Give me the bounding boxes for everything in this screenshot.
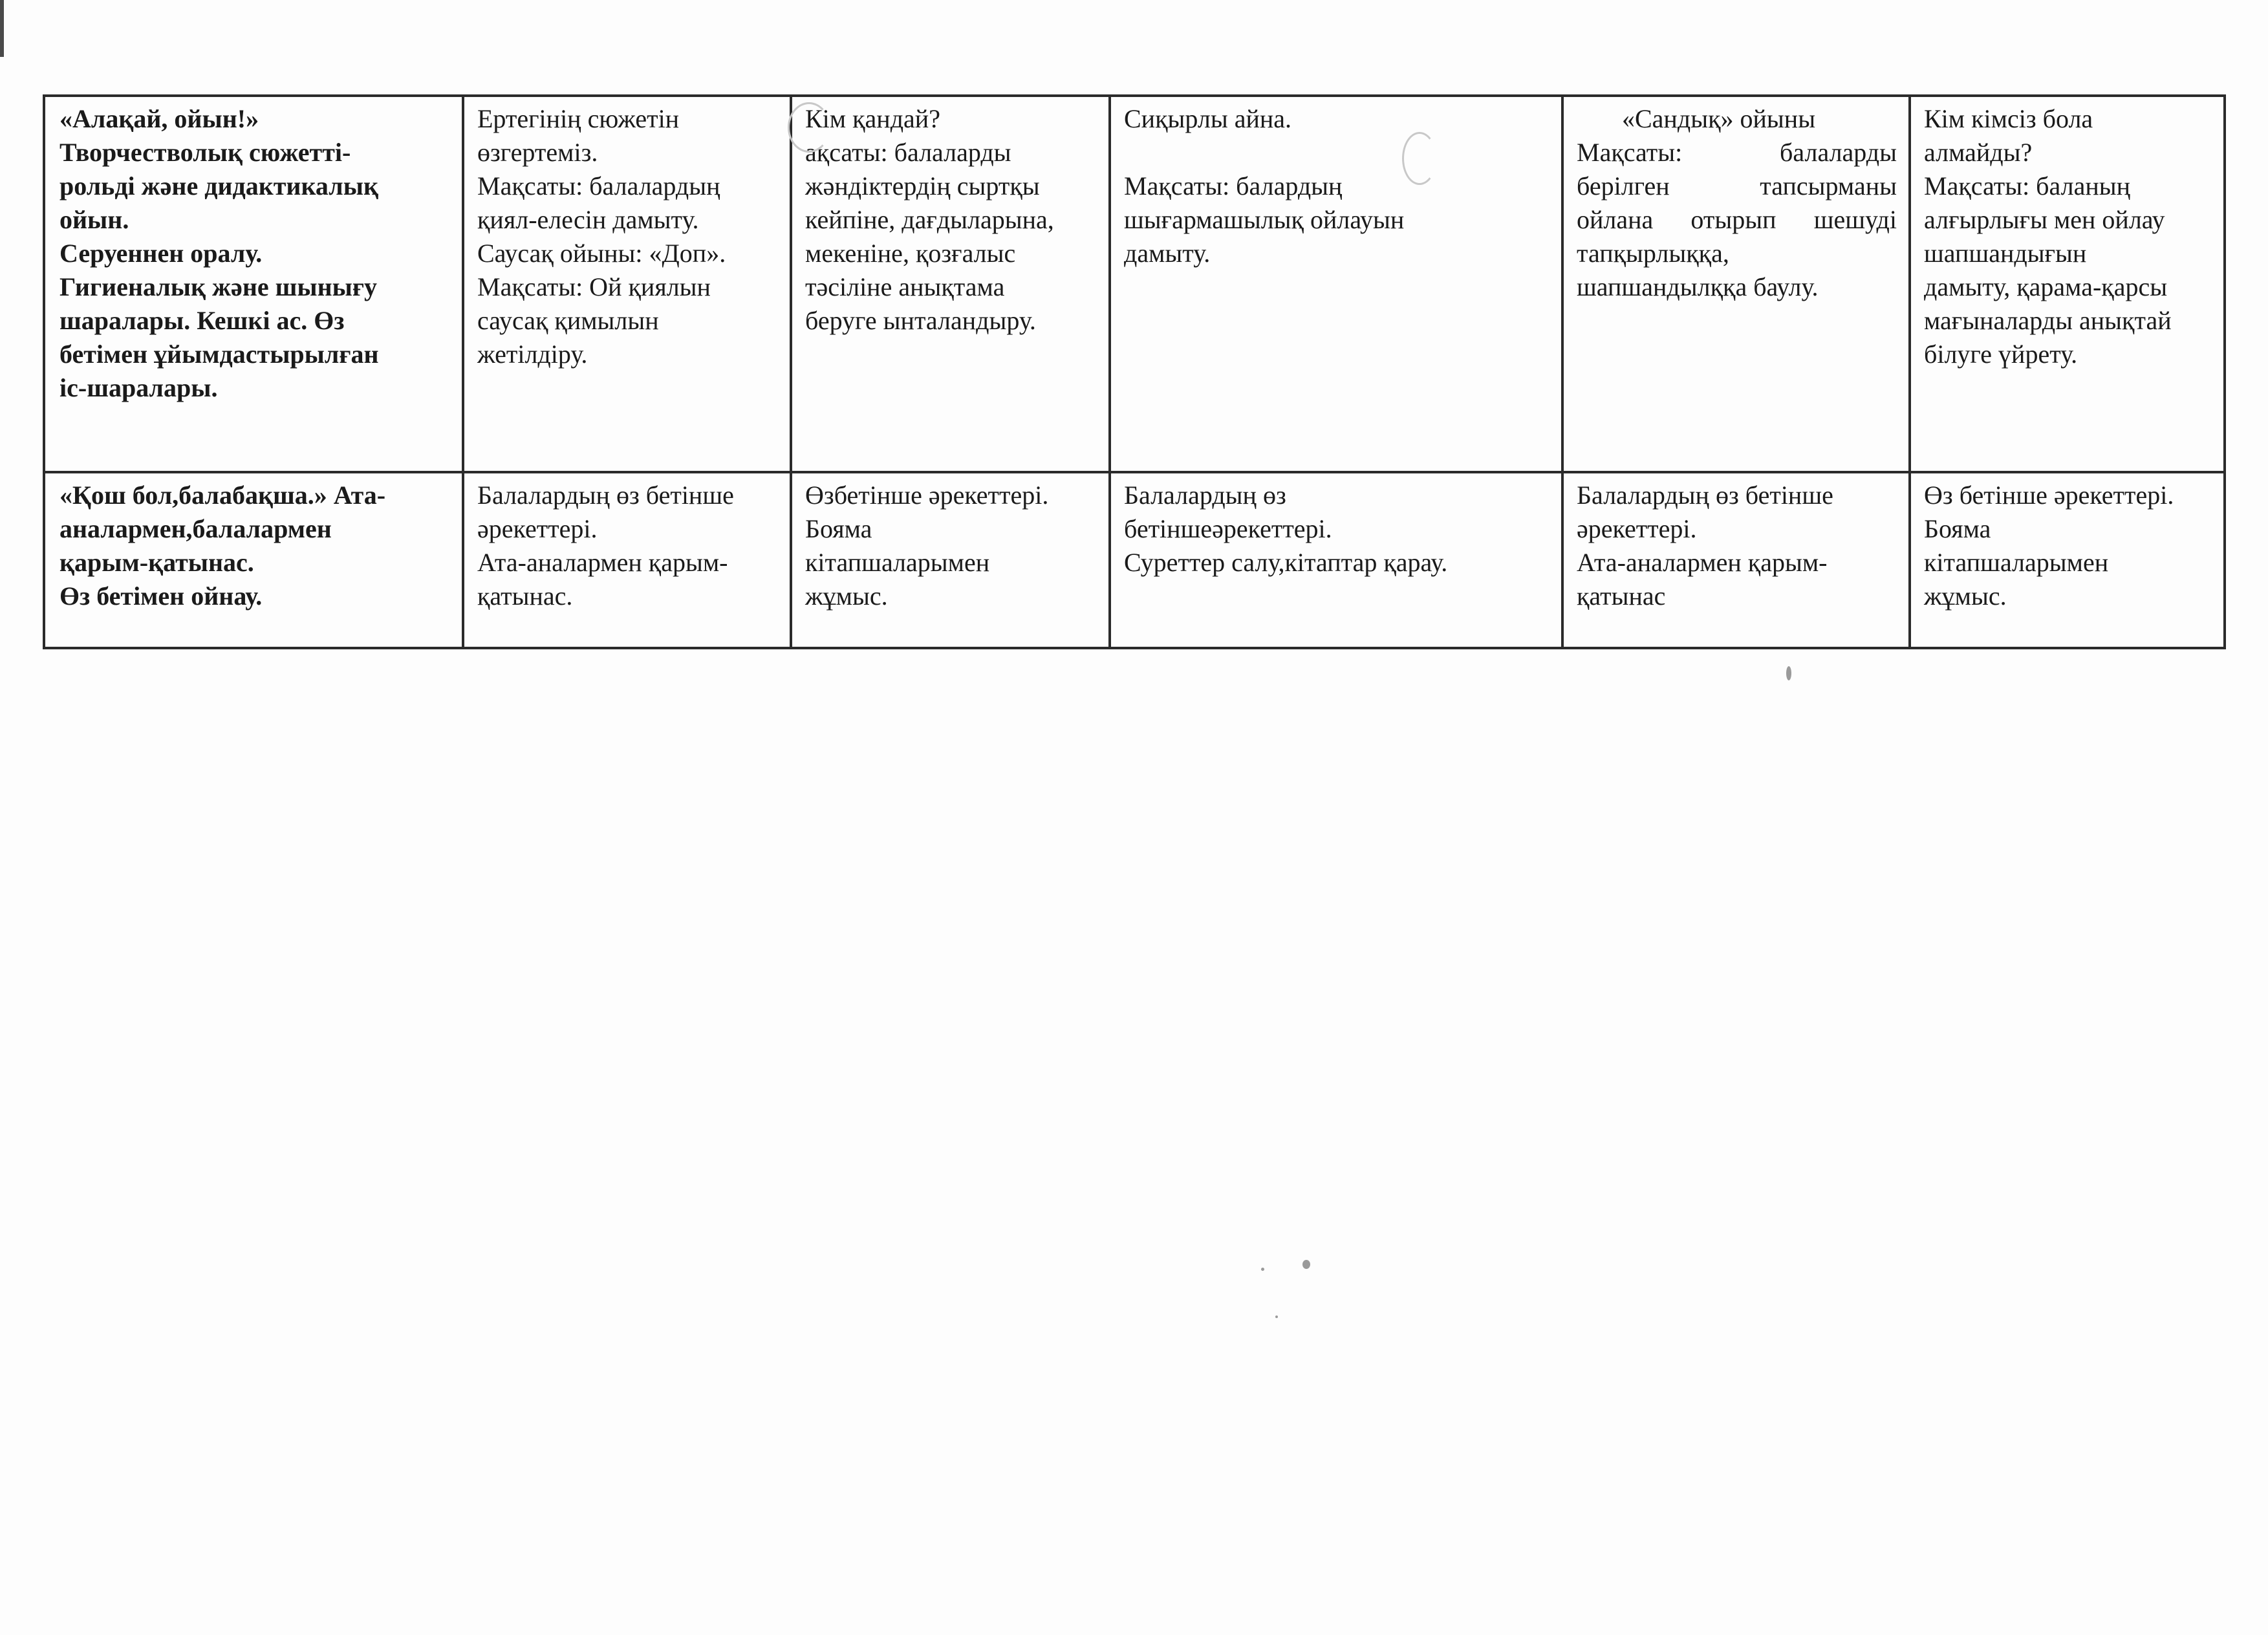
cell-line: жұмыс. [805, 581, 888, 611]
cell-line: Гигиеналық және шынығу [59, 272, 378, 301]
cell-line: өзгертеміз. [477, 138, 598, 167]
cell-line: Ата-аналармен қарым- [1577, 548, 1828, 577]
cell-line: кейпіне, дағдыларына, [805, 205, 1054, 234]
table-cell-wednesday [1110, 472, 1562, 648]
cell-line: алғырлығы мен ойлау [1924, 205, 2165, 234]
cell-line: саусақ қимылын [477, 306, 659, 335]
scan-artifact-ring [1402, 132, 1437, 185]
table-cell-monday [463, 472, 791, 648]
cell-line: қарым-қатынас. [59, 548, 254, 577]
table-cell-tuesday [791, 472, 1110, 648]
cell-line: мекеніне, қозғалыс [805, 239, 1016, 268]
table-cell-monday [463, 96, 791, 472]
cell-line: жетілдіру. [477, 340, 588, 369]
cell-line: Ертегінің сюжетін [477, 104, 680, 133]
cell-line: шапшандығын [1924, 239, 2087, 268]
cell-line: Мақсаты: балалардың [477, 171, 720, 200]
cell-line: кітапшаларымен [1924, 548, 2109, 577]
cell-line: тапқырлыққа, [1577, 239, 1729, 268]
scan-artifact-ring [788, 102, 830, 153]
table-cell-wednesday [1110, 96, 1562, 472]
cell-line: «Қош бол,балабақша.» Ата- [59, 481, 386, 510]
cell-line: Бояма [805, 514, 872, 543]
cell-line: Кім кімсіз бола [1924, 104, 2093, 133]
cell-line: Мақсаты: баланың [1924, 171, 2131, 200]
cell-line: Кім қандай? [805, 104, 940, 133]
cell-line: Өз бетімен ойнау. [59, 581, 263, 611]
cell-line: Мақсаты: балаларды [1577, 138, 1897, 167]
scan-artifact-speck [1261, 1268, 1264, 1271]
cell-line: Өзбетінше әрекеттері. [805, 481, 1049, 510]
cell-line: Ата-аналармен қарым- [477, 548, 728, 577]
table-cell-tuesday [791, 96, 1110, 472]
cell-line: Балалардың өз бетінше [477, 481, 734, 510]
table-cell-regime [44, 472, 463, 648]
cell-line: бетіншеәрекеттері. [1124, 514, 1332, 543]
cell-line: Бояма [1924, 514, 1991, 543]
cell-line: Мақсаты: балардың [1124, 171, 1343, 200]
cell-line: әрекеттері. [1577, 514, 1697, 543]
cell-line: дамыту, қарама-қарсы [1924, 272, 2168, 301]
cell-line: «Алақай, ойын!» [59, 104, 259, 133]
cell-line: Творчестволық сюжетті- [59, 138, 351, 167]
cell-line: берілген тапсырманы [1577, 171, 1897, 200]
table-row [44, 96, 2225, 472]
cell-line: кітапшаларымен [805, 548, 990, 577]
cell-line: шапшандылққа баулу. [1577, 272, 1819, 301]
cell-line-gap [1124, 136, 1550, 169]
cell-line: Өз бетінше әрекеттері. [1924, 481, 2174, 510]
cell-line: Суреттер салу,кітаптар қарау. [1124, 548, 1448, 577]
cell-line: ойын. [59, 205, 129, 234]
cell-line: ойлана отырып шешуді [1577, 205, 1897, 234]
table-cell-friday [1910, 96, 2225, 472]
cell-line: шаралары. Кешкі ас. Өз [59, 306, 345, 335]
cell-line: дамыту. [1124, 239, 1211, 268]
table-cell-regime [44, 96, 463, 472]
cell-line: шығармашылық ойлауын [1124, 205, 1405, 234]
cell-line: жәндіктердің сыртқы [805, 171, 1040, 200]
cell-line: алмайды? [1924, 138, 2033, 167]
cell-line: «Сандық» ойыны [1622, 104, 1816, 133]
cell-line: қатынас. [477, 581, 573, 611]
cell-line: әрекеттері. [477, 514, 598, 543]
cell-line: Серуеннен оралу. [59, 239, 263, 268]
table-cell-friday [1910, 472, 2225, 648]
cell-line: қиял-елесін дамыту. [477, 205, 699, 234]
cell-line: Мақсаты: Ой қиялын [477, 272, 711, 301]
cell-line: аналармен,балалармен [59, 514, 332, 543]
table-cell-thursday [1562, 472, 1910, 648]
cell-line: мағыналарды анықтай [1924, 306, 2172, 335]
cell-line: тәсіліне анықтама [805, 272, 1005, 301]
daily-plan-table [43, 94, 2226, 649]
cell-line: Балалардың өз [1124, 481, 1286, 510]
cell-line: Саусақ ойыны: «Доп». [477, 239, 726, 268]
scan-artifact-speck [1302, 1260, 1310, 1269]
cell-line: қатынас [1577, 581, 1666, 611]
cell-line: жұмыс. [1924, 581, 2007, 611]
cell-line: Сиқырлы айна. [1124, 104, 1292, 133]
scan-edge-mark [0, 0, 4, 57]
cell-line: бетімен ұйымдастырылған [59, 340, 379, 369]
cell-line: білуге үйрету. [1924, 340, 2078, 369]
scan-artifact-speck [1275, 1316, 1278, 1318]
cell-line: беруге ынталандыру. [805, 306, 1036, 335]
table-row [44, 472, 2225, 648]
cell-line: ақсаты: балаларды [805, 138, 1011, 167]
table-cell-thursday [1562, 96, 1910, 472]
cell-line: іс-шаралары. [59, 373, 218, 402]
cell-line: Балалардың өз бетінше [1577, 481, 1833, 510]
cell-line: рольді және дидактикалық [59, 171, 378, 200]
scan-artifact-speck [1786, 666, 1791, 680]
